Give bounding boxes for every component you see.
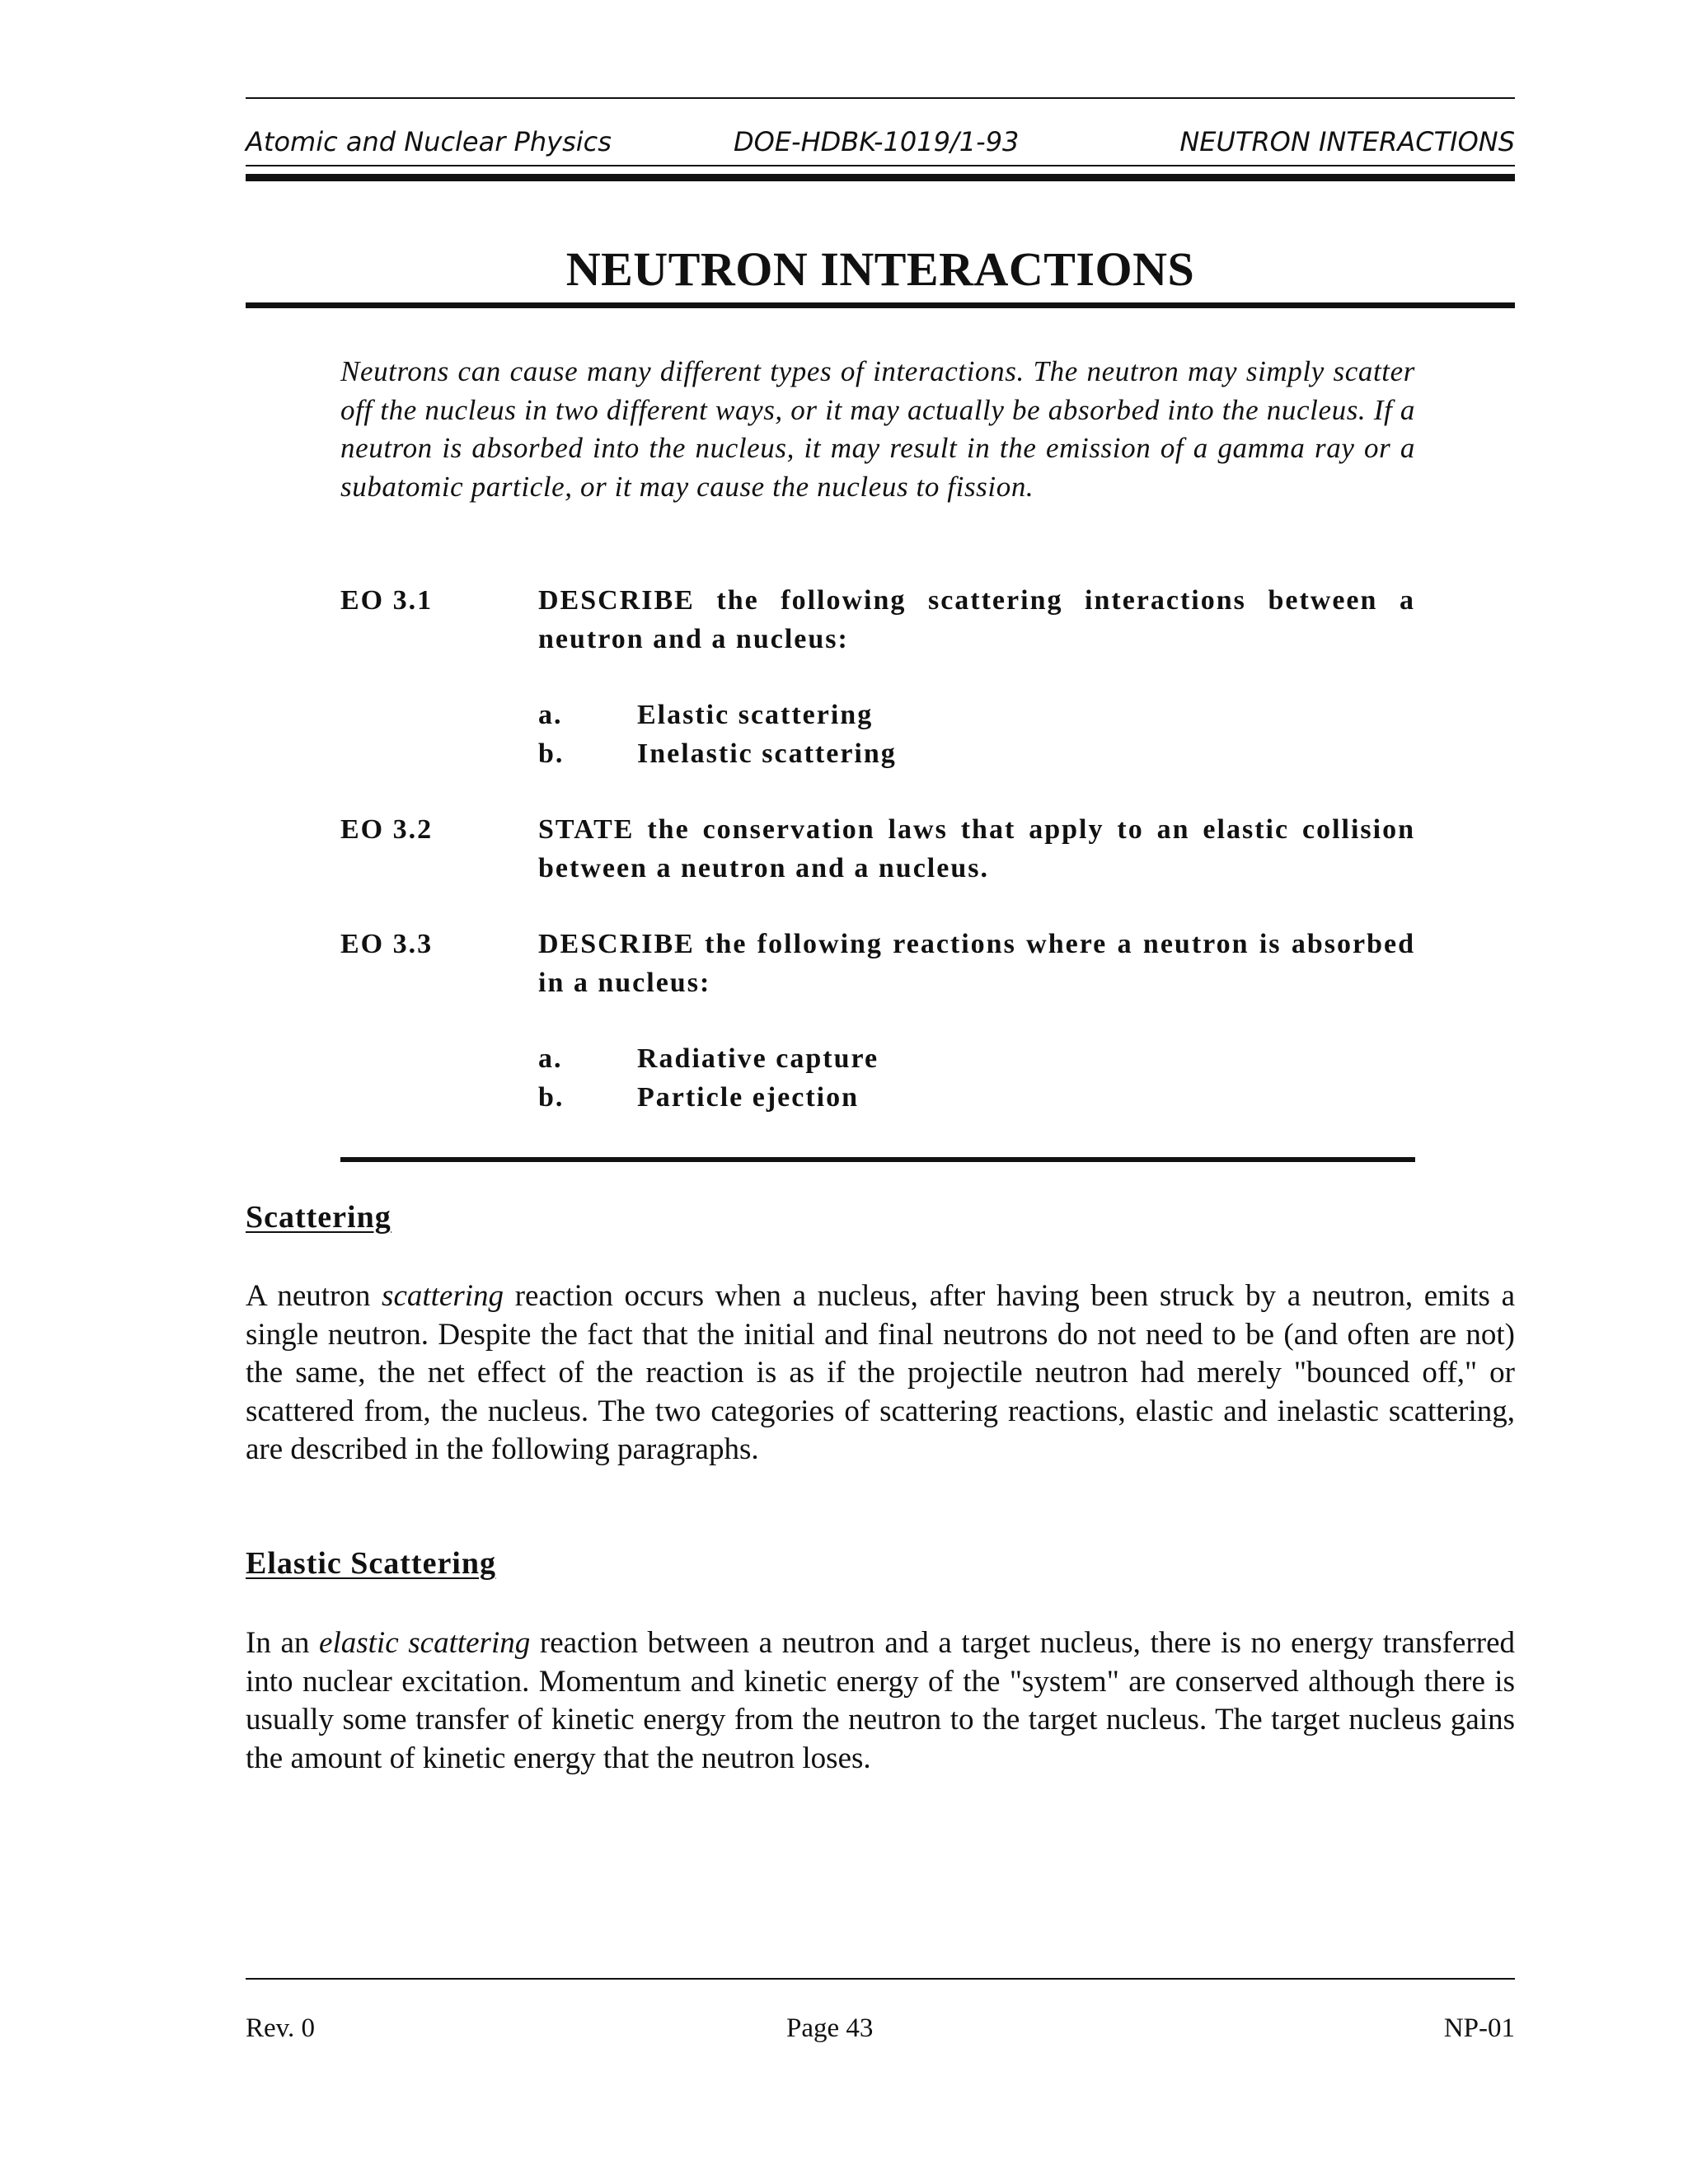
header-thick-rule: [246, 174, 1515, 181]
scattering-paragraph: [246, 1277, 1515, 1469]
objective-items: [538, 696, 1415, 773]
objective-text: STATE the conservation laws that apply to an elastic collision between a neutron and a nucleus.: [538, 814, 1415, 883]
page-title: NEUTRON INTERACTIONS: [565, 242, 1195, 296]
objective-code: EO 3.2: [340, 814, 434, 845]
objective-item-letter: a.: [538, 1043, 563, 1074]
paragraph-text: reaction occurs when a nucleus, after having been struck by a neutron, emits a single neutron. Despite the fact that the initial and final neutrons do not need to be (and often are not) the same, the net effect of the reaction is as if the projectile neutron had merely "bounced off," or scattered from, the nucleus. The two categories of scattering reactions, elastic and inelastic scattering, are described in the following paragraphs.: [246, 1279, 1515, 1466]
objective-item-text: Elastic scattering: [637, 700, 874, 730]
objective-item-text: Radiative capture: [637, 1043, 879, 1074]
term-elastic-scattering: elastic scattering: [319, 1626, 531, 1660]
objective-eo-3-3: [340, 926, 1415, 1117]
objective-text: DESCRIBE the following scattering interactions between a neutron and a nucleus:: [538, 585, 1415, 654]
header-document-number: DOE-HDBK-1019/1-93: [734, 126, 1020, 157]
objective-items: [538, 1040, 1415, 1117]
header-book-title: Atomic and Nuclear Physics: [246, 126, 612, 157]
objective-item-letter: b.: [538, 738, 565, 769]
footer-revision: Rev. 0: [246, 2013, 316, 2043]
objective-body: [538, 811, 1415, 888]
objective-eo-3-2: [340, 811, 1415, 888]
objective-text: DESCRIBE the following reactions where a neutron is absorbed in a nucleus:: [538, 929, 1415, 998]
objective-eo-3-1: [340, 582, 1415, 773]
footer-module-code: NP-01: [1443, 2013, 1515, 2043]
objective-item-letter: b.: [538, 1081, 565, 1113]
paragraph-text: A neutron: [246, 1279, 382, 1313]
elastic-scattering-paragraph: [246, 1624, 1515, 1778]
term-scattering: scattering: [382, 1279, 504, 1313]
objectives-block: [340, 582, 1415, 1155]
title-rule: [246, 302, 1515, 308]
header-chapter-title: NEUTRON INTERACTIONS: [1179, 126, 1515, 157]
footer-page-number: Page 43: [786, 2013, 874, 2043]
objective-code: EO 3.3: [340, 929, 434, 959]
objective-body: [538, 926, 1415, 1117]
objective-item: [538, 696, 1415, 735]
section-heading-elastic-scattering: Elastic Scattering: [246, 1546, 497, 1581]
header-thin-rule: [246, 165, 1515, 166]
objective-item-letter: a.: [538, 700, 563, 730]
objectives-rule: [340, 1157, 1415, 1162]
section-heading-scattering: Scattering: [246, 1200, 392, 1235]
objective-code: EO 3.1: [340, 585, 434, 616]
objective-body: [538, 582, 1415, 773]
objective-item: [538, 735, 1415, 774]
objective-item: [538, 1079, 1415, 1118]
paragraph-text: In an: [246, 1626, 320, 1660]
objective-item-text: Particle ejection: [637, 1081, 860, 1113]
paragraph-text: reaction between a neutron and a target nucleus, there is no energy transferred into nuclear excitation. Momentum and kinetic energy of the "system" are conserved although there is usually some transfer of kinetic energy from the neutron to the target nucleus. The target nucleus gains the amount of kinetic energy that the neutron loses.: [246, 1626, 1515, 1775]
intro-paragraph: Neutrons can cause many different types of interactions. The neutron may simply scatter off the nucleus in two different ways, or it may actually be absorbed into the nucleus. If a neutron is absorbed into the nucleus, it may result in the emission of a gamma ray or a subatomic particle, or it may cause the nucleus to fission.: [340, 355, 1415, 503]
header-top-rule: [246, 97, 1515, 99]
objective-item: [538, 1040, 1415, 1079]
objective-item-text: Inelastic scattering: [637, 738, 897, 769]
footer-rule: [246, 1978, 1515, 1980]
